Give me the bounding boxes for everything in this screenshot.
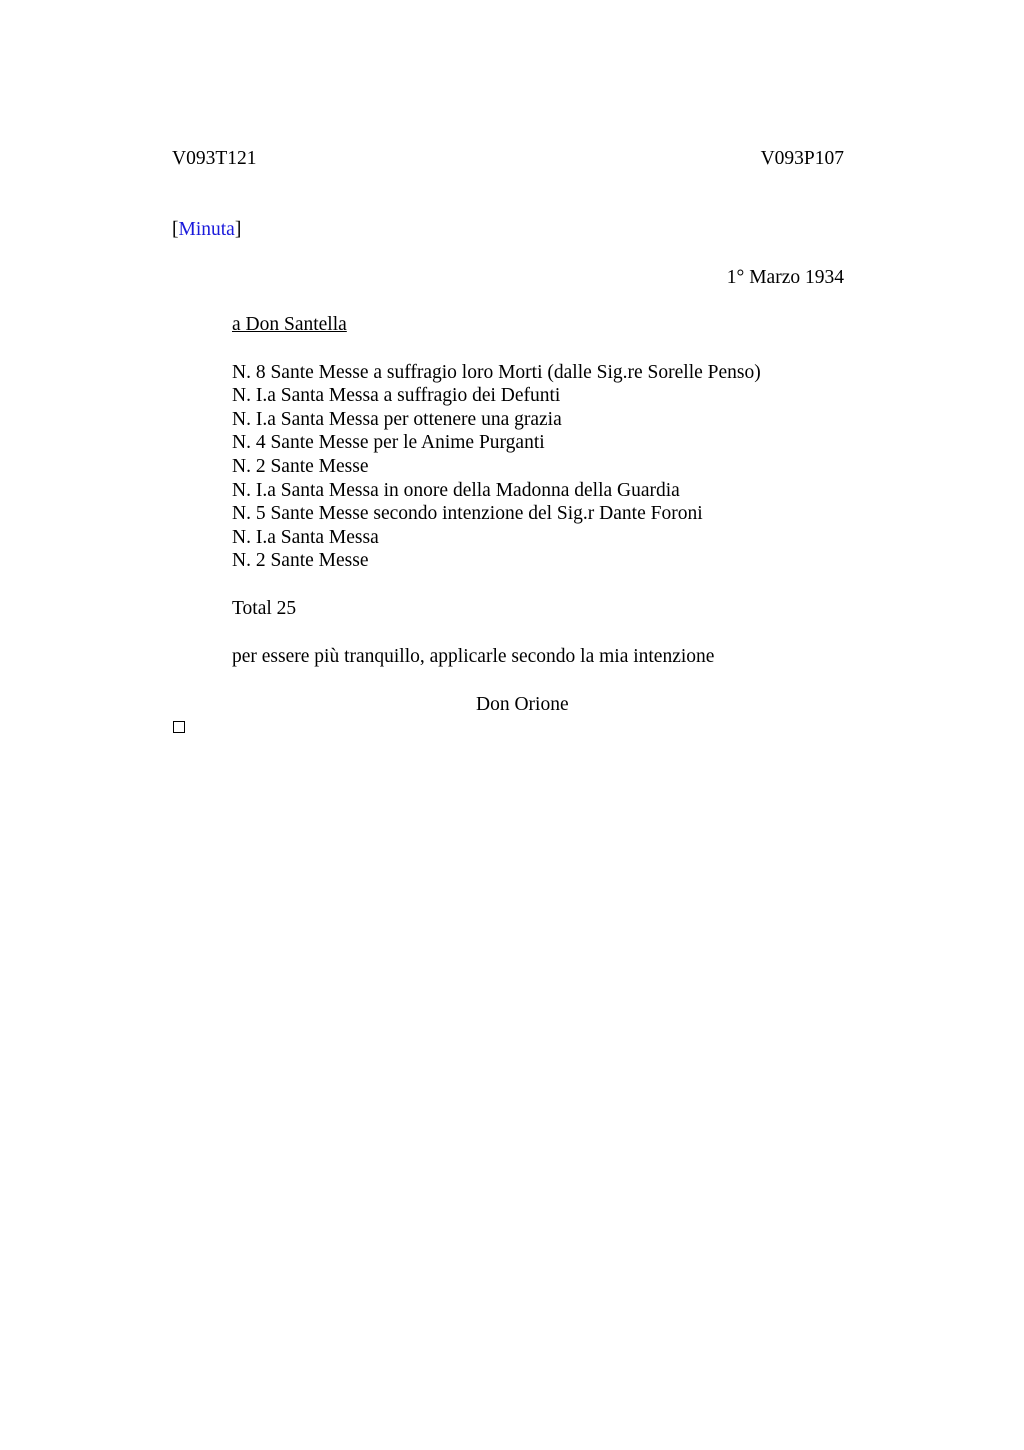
letter-date: 1° Marzo 1934 (726, 267, 844, 288)
checkbox-square-icon (173, 721, 185, 733)
draft-note (172, 218, 241, 241)
mass-item: N. I.a Santa Messa in onore della Madonna della Guardia (232, 479, 680, 501)
note-open-bracket: [ (172, 219, 179, 240)
document-header (172, 147, 844, 170)
mass-item: N. I.a Santa Messa a suffragio dei Defunti (232, 385, 561, 407)
mass-list (232, 361, 852, 573)
volume-text-code: V093T121 (172, 148, 257, 169)
volume-page-code: V093P107 (760, 148, 844, 169)
letter-recipient: a Don Santella (232, 314, 347, 335)
mass-item: N. I.a Santa Messa (232, 526, 379, 548)
mass-item: N. 8 Sante Messe a suffragio loro Morti (dalle Sig.re Sorelle Penso) (232, 361, 761, 383)
minuta-link[interactable]: Minuta (178, 219, 235, 240)
letter-body (232, 313, 852, 668)
signature: Don Orione (476, 694, 569, 715)
mass-item: N. 5 Sante Messe secondo intenzione del Sig.r Dante Foroni (232, 503, 703, 525)
mass-item: N. I.a Santa Messa per ottenere una grazia (232, 408, 562, 430)
closing-line: per essere più tranquillo, applicarle secondo la mia intenzione (232, 645, 715, 667)
note-close-bracket: ] (234, 219, 242, 240)
mass-total: Total 25 (232, 597, 297, 619)
mass-item: N. 2 Sante Messe (232, 455, 369, 477)
mass-item: N. 4 Sante Messe per le Anime Purganti (232, 432, 545, 454)
mass-item: N. 2 Sante Messe (232, 550, 369, 572)
